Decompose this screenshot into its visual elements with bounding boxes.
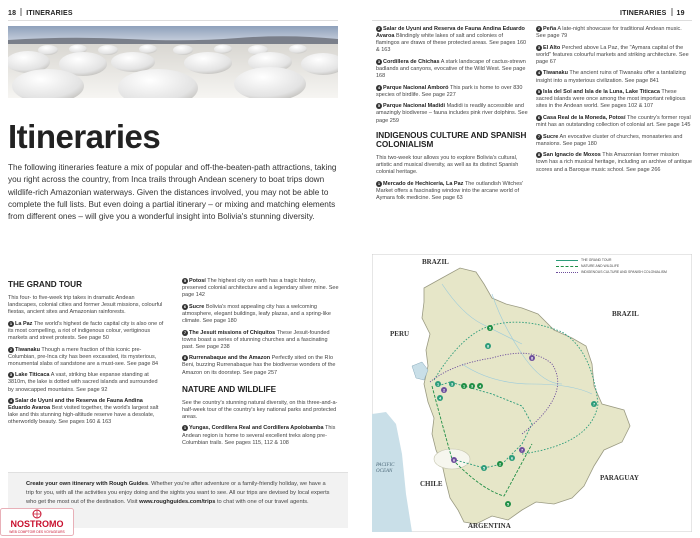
item-text: A late-night showcase for traditional Andean music. See page 79	[536, 26, 682, 40]
svg-text:6: 6	[510, 456, 514, 461]
item-name: Casa Real de la Moneda, Potosí	[543, 114, 626, 121]
item-name: La Paz	[15, 320, 33, 327]
number-badge: 1	[183, 425, 187, 431]
legend-item-nature: NATURE AND WILDLIFE	[556, 264, 682, 270]
svg-text:1: 1	[436, 382, 440, 387]
svg-text:4: 4	[438, 396, 442, 401]
legend-swatch	[556, 266, 578, 267]
logo-name: NOSTROMO	[10, 519, 64, 529]
number-badge: 4	[537, 70, 541, 76]
itinerary-item	[182, 355, 340, 376]
itinerary-item	[182, 425, 340, 446]
item-text: Though a mere fraction of this iconic pre-Columbian, pre-Inca city has been excavated, its mysterious, monumental slabs of sandstone are a must-see. See page 84	[8, 346, 159, 367]
itinerary-item	[536, 70, 692, 84]
itinerary-item	[376, 85, 528, 99]
item-text: Blindingly white lakes of salt and colonies of flamingos are draws of these protected areas. See pages 160 & 163	[376, 33, 527, 54]
item-text: The outlandish Witches' Market offers a fascinating window into the arcane world of Aymara folk medicine. See page 63	[376, 181, 524, 202]
item-text: Best visited together, the world's largest salt lake and this stunning high-altitude reserve have a desolate, otherworldly beauty. See pages 160 & 163	[8, 405, 159, 426]
number-badge: 1	[9, 320, 13, 326]
item-text: Madidi is readily accessible and amazingly biodiverse – fauna includes pink river dolphins. See page 259	[376, 103, 528, 124]
intro-paragraph: The following itineraries feature a mix of popular and off-the-beaten-path attractions, taking you right across the country, from Inca trails through Andean scenery to boat trips down wildlife-rich Amazonian waterways. Given the distances involved, you may not be able to complete the full lists. But even doing a partial itinerary – or mixing and matching elements from different ones – will give you a wonderful insight into Bolivia's stunning diversity.	[8, 163, 337, 222]
itinerary-item	[182, 278, 340, 299]
number-badge: 4	[9, 398, 13, 404]
number-badge: 2	[377, 26, 381, 31]
item-text: The world's highest de facto capital city is also one of its most compelling, a riot of indigenous colour, vertiginous markets and street protests. See page 50	[8, 320, 164, 341]
item-text: The country's former royal mint has an outstanding collection of colonial art. See page 145	[536, 114, 691, 129]
page-title: Itineraries	[8, 118, 161, 155]
item-name: El Alto	[543, 44, 561, 51]
indigenous-desc: This two-week tour allows you to explore Bolivia's cultural, artistic and musical diversity, as well as its distinct Spanish colonial heritage.	[376, 155, 519, 176]
item-text: This Andean region is home to several excellent treks along pre-Columbian trails. See pages 115, 112 & 108	[182, 425, 336, 446]
indigenous-heading: INDIGENOUS CULTURE AND SPANISH COLONIALISM	[376, 130, 527, 149]
item-name: Sucre	[543, 133, 559, 140]
itinerary-item	[8, 398, 164, 426]
svg-text:PACIFIC: PACIFIC	[376, 463, 395, 468]
svg-text:4: 4	[478, 384, 482, 389]
number-badge: 3	[9, 372, 13, 378]
number-badge: 5	[183, 278, 187, 283]
itinerary-item	[182, 304, 340, 325]
svg-text:8: 8	[486, 344, 490, 349]
number-badge: 3	[377, 58, 381, 64]
left-page-header	[8, 8, 73, 17]
item-text: The highest city on earth has a tragic history, preserved colonial architecture and a legendary silver mine. See page 142	[182, 278, 339, 299]
number-badge: 4	[377, 84, 381, 90]
svg-text:2: 2	[498, 462, 502, 467]
nature-desc: See the country's stunning natural diversity, on this three-and-a-half-week tour of the country's key national parks and protected areas.	[182, 399, 338, 420]
item-name: Peña	[543, 26, 557, 32]
bolivia-itinerary-map	[372, 254, 692, 532]
itinerary-item	[536, 45, 692, 66]
item-name: Rurrenabaque and the Amazon	[189, 355, 271, 362]
nature-continued-column	[376, 26, 528, 207]
item-name: Cordillera de Chichas	[383, 58, 440, 65]
number-badge: 1	[377, 181, 381, 186]
itinerary-item	[536, 152, 692, 173]
salt-flats-photo	[8, 26, 338, 98]
item-text: Perched above La Paz, the "Aymara capital of the world" features colourful markets and striking architecture. See page 67	[536, 44, 689, 65]
item-name: Yungas, Cordillera Real and Cordillera Apolobamba	[189, 425, 324, 432]
itinerary-item	[536, 26, 692, 40]
itinerary-item	[536, 134, 692, 148]
map-legend	[553, 257, 685, 276]
ocean-label	[375, 463, 395, 474]
cta-text-end: to chat with one of our travel agents.	[215, 499, 309, 505]
item-name: Lake Titicaca	[15, 372, 50, 379]
itinerary-item	[536, 115, 692, 129]
cta-text: . Whether you're after adventure or a family-friendly holiday, we have a trip for you, with all the activities you enjoy doing and the sights you want to see. All our trips are devised by local experts who get the most out of the destination. Visit	[26, 481, 330, 505]
itinerary-item	[376, 103, 528, 124]
item-text: These Jesuit-founded towns boast a series of stunning churches and a fascinating past. See page 238	[182, 329, 330, 350]
right-header-rule	[372, 20, 692, 21]
nostromo-logo	[0, 508, 74, 536]
number-badge: 5	[377, 103, 381, 109]
item-name: Tiwanaku	[15, 346, 40, 353]
item-text: These sacred islands were once among the most important religious sites in the Andean world. See pages 102 & 107	[536, 89, 686, 110]
svg-text:7: 7	[520, 448, 524, 453]
item-text: A stark landscape of cactus-strewn badlands and canyons, evocative of the Wild West. See page 168	[376, 58, 526, 80]
label-chile: CHILE	[420, 480, 443, 488]
number-badge: 8	[537, 152, 541, 158]
itinerary-item	[8, 321, 164, 342]
number-badge: 8	[183, 355, 187, 361]
header-divider	[20, 8, 22, 16]
item-text: A vast, striking blue expanse standing at 3810m, the lake is dotted with sacred islands and surrounded by snowcapped mountains. See page 92	[8, 372, 158, 393]
number-badge: 7	[183, 329, 187, 335]
item-name: Isla del Sol and Isla de la Luna, Lake Titicaca	[543, 89, 660, 96]
grand-tour-continued-column	[182, 278, 340, 451]
svg-text:3: 3	[450, 382, 454, 387]
grand-tour-desc: This four- to five-week trip takes in dramatic Andean landscapes, colonial cities and former Jesuit missions, colourful fiestas, ancient sites and Amazonian rainforests.	[8, 295, 163, 316]
left-page-number: 18	[8, 10, 17, 17]
label-argentina: ARGENTINA	[468, 522, 511, 530]
svg-text:3: 3	[470, 384, 474, 389]
item-text: This park is home to over 830 species of birdlife. See page 227	[376, 84, 523, 98]
item-name: Parque Nacional Amboró	[383, 84, 449, 91]
item-name: Potosí	[189, 278, 206, 284]
itinerary-item	[8, 372, 164, 393]
itinerary-item	[376, 181, 528, 202]
svg-text:OCEAN: OCEAN	[376, 469, 393, 474]
svg-text:7: 7	[592, 402, 596, 407]
label-brazil-north: BRAZIL	[422, 258, 449, 266]
svg-text:8: 8	[530, 356, 534, 361]
number-badge: 2	[537, 26, 541, 31]
number-badge: 6	[537, 114, 541, 120]
logo-tagline: WEB COMPTOIR DES VOYAGEURS	[9, 530, 65, 534]
grand-tour-heading: THE GRAND TOUR	[8, 280, 82, 289]
itinerary-item	[376, 59, 528, 80]
svg-text:6: 6	[452, 458, 456, 463]
label-brazil-east: BRAZIL	[612, 310, 639, 318]
item-name: Parque Nacional Madidi	[383, 103, 446, 110]
item-name: The Jesuit missions of Chiquitos	[189, 329, 276, 336]
left-header-label: ITINERARIES	[26, 10, 73, 17]
right-header-label: ITINERARIES	[620, 10, 667, 17]
svg-text:5: 5	[482, 466, 486, 471]
itinerary-item	[536, 89, 692, 110]
number-badge: 3	[537, 44, 541, 50]
svg-text:5: 5	[506, 502, 510, 507]
number-badge: 2	[9, 346, 13, 352]
item-text: Bolivia's most appealing city has a welcoming atmosphere, elegant buildings, leafy plazas, and a spring-like climate. See page 180	[182, 303, 331, 324]
number-badge: 5	[537, 89, 541, 95]
legend-swatch	[556, 272, 578, 273]
legend-item-grand-tour: THE GRAND TOUR	[556, 258, 682, 264]
item-name: Sucre	[189, 303, 205, 310]
grand-tour-column	[8, 278, 164, 431]
item-text: Perfectly sited on the Río Beni, buzzing Rurrenabaque has the biodiverse wonders of the Amazon on its doorstep. See page 257	[182, 355, 336, 376]
cta-link[interactable]: www.roughguides.com/trips	[139, 499, 216, 505]
legend-item-indigenous: INDIGENOUS CULTURE AND SPANISH COLONIALISM	[556, 270, 682, 276]
number-badge: 7	[537, 133, 541, 139]
label-paraguay: PARAGUAY	[600, 474, 639, 482]
item-name: Mercado de Hechicería, La Paz	[383, 181, 464, 187]
right-page-header	[620, 8, 685, 17]
header-divider	[671, 8, 673, 16]
item-text: This Amazonian former mission town has a rich musical heritage, including an archive of antique scores and a Baroque music school. See page 266	[536, 152, 692, 173]
label-peru: PERU	[390, 330, 410, 338]
item-name: San Ignacio de Moxos	[543, 152, 601, 159]
item-name: Salar de Uyuni and Reserva de Fauna Andina Eduardo Avaroa	[376, 26, 525, 40]
nature-heading: NATURE AND WILDLIFE	[182, 384, 277, 394]
number-badge: 6	[183, 303, 187, 309]
item-text: The ancient ruins of Tiwanaku offer a tantalizing insight into a mysterious civilization. See page 841	[536, 70, 686, 84]
item-name: Salar de Uyuni and the Reserva de Fauna Andina Eduardo Avaroa	[8, 398, 143, 412]
itinerary-item	[182, 330, 340, 351]
svg-text:5: 5	[488, 326, 492, 331]
left-header-rule	[8, 20, 338, 21]
item-text: An evocative cluster of churches, monasteries and mansions. See page 180	[536, 133, 683, 147]
svg-text:2: 2	[442, 388, 446, 393]
item-name: Tiwanaku	[543, 70, 568, 77]
svg-text:1: 1	[462, 384, 466, 389]
right-page-number: 19	[676, 10, 685, 17]
legend-swatch	[556, 260, 578, 261]
indigenous-continued-column	[536, 26, 692, 178]
cta-heading: Create your own itinerary with Rough Guides	[26, 481, 148, 487]
itinerary-item	[8, 347, 164, 368]
itinerary-item	[376, 26, 528, 54]
